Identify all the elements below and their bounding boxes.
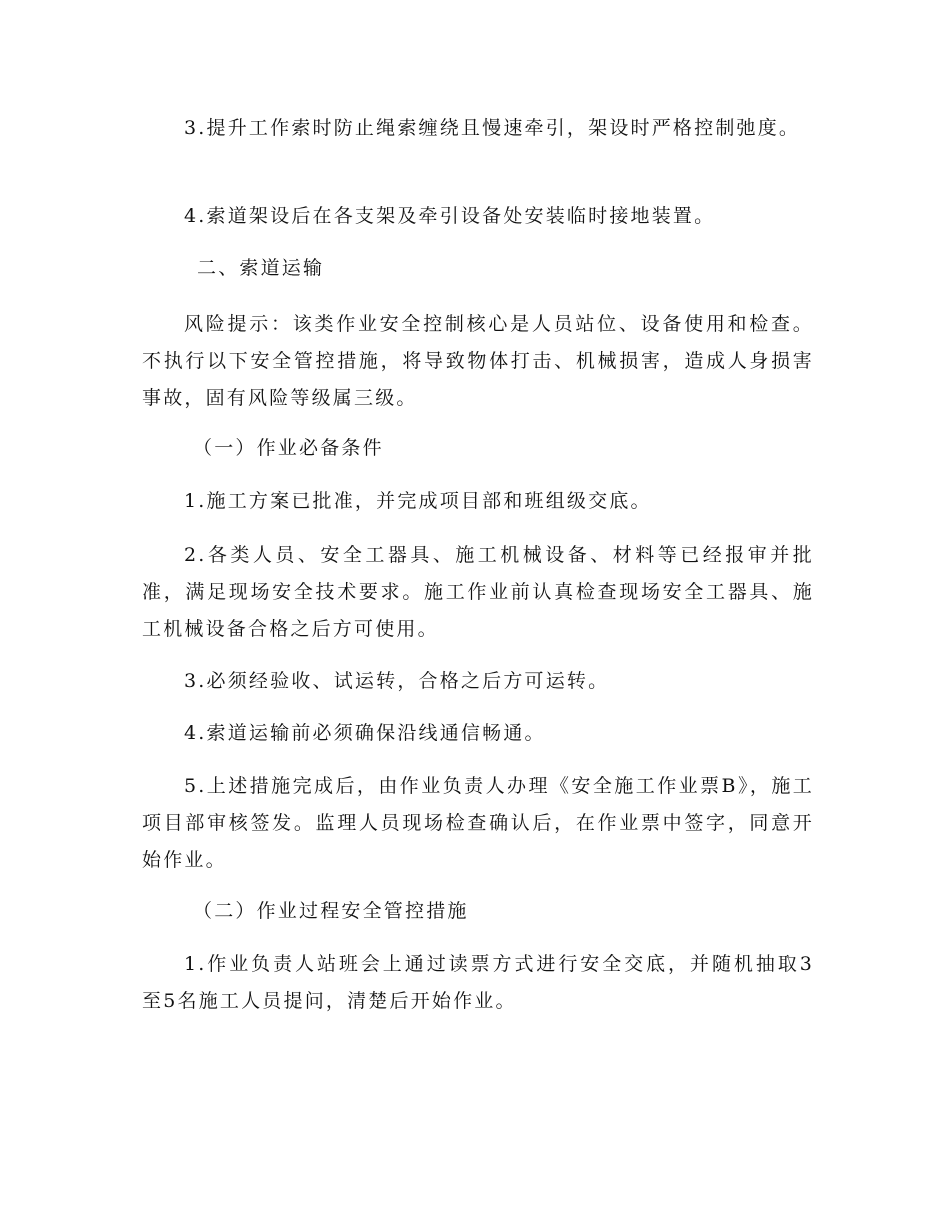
condition-item-4: 4.索道运输前必须确保沿线通信畅通。	[184, 722, 546, 744]
subsection-heading-required-conditions: （一）作业必备条件	[193, 437, 384, 459]
condition-item-5: 5.上述措施完成后，由作业负责人办理《安全施工作业票B》，施工项目部审核签发。监理人员现场检查确认后，在作业票中签字，同意开始作业。	[142, 775, 814, 871]
section-heading-cableway-transport: 二、索道运输	[197, 257, 325, 279]
subsection-heading-process-safety-measures: （二）作业过程安全管控措施	[193, 900, 469, 922]
risk-warning-paragraph: 风险提示：该类作业安全控制核心是人员站位、设备使用和检查。不执行以下安全管控措施，将导致物体打击、机械损害，造成人身损害事故，固有风险等级属三级。	[142, 313, 814, 409]
condition-item-2: 2.各类人员、安全工器具、施工机械设备、材料等已经报审并批准，满足现场安全技术要求。施工作业前认真检查现场安全工器具、施工机械设备合格之后方可使用。	[142, 544, 814, 640]
process-measure-item-1: 1.作业负责人站班会上通过读票方式进行安全交底，并随机抽取3至5名施工人员提问，清楚后开始作业。	[142, 953, 814, 1012]
condition-item-1: 1.施工方案已批准，并完成项目部和班组级交底。	[184, 490, 652, 512]
paragraph-item-4: 4.索道架设后在各支架及牵引设备处安装临时接地装置。	[184, 205, 716, 227]
paragraph-item-3: 3.提升工作索时防止绳索缠绕且慢速牵引，架设时严格控制弛度。	[184, 117, 801, 139]
condition-item-3: 3.必须经验收、试运转，合格之后方可运转。	[184, 670, 610, 692]
